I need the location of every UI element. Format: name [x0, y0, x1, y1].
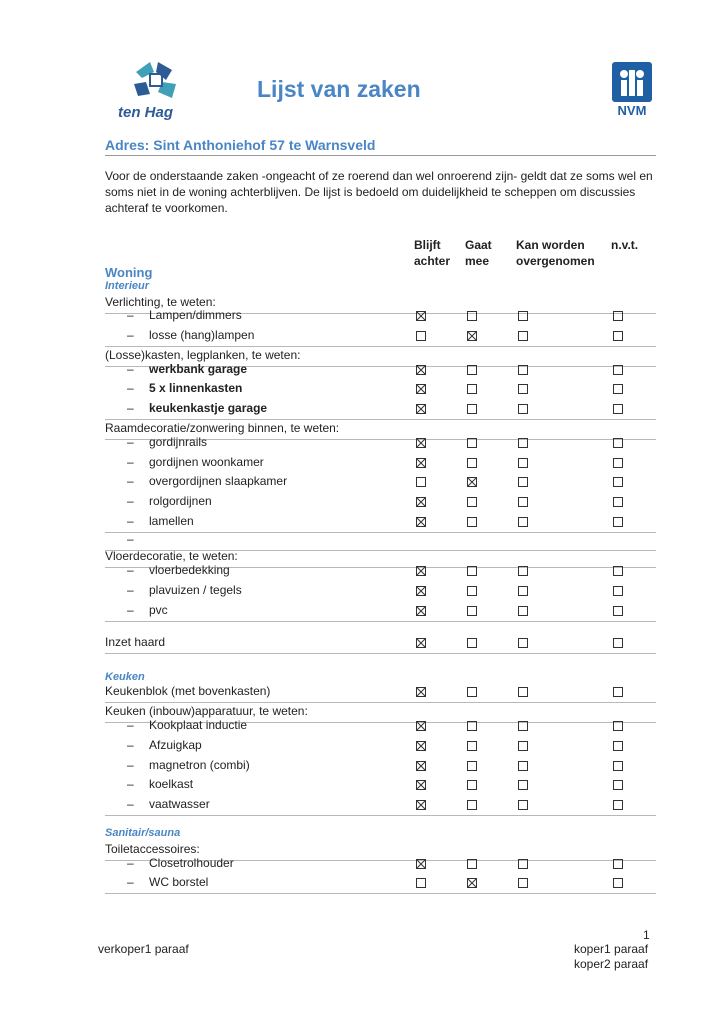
checkbox-row25-col0[interactable] [416, 800, 426, 810]
checkbox-row28-col1[interactable] [467, 878, 477, 888]
item-dash: – [127, 401, 134, 415]
table-row [105, 562, 656, 581]
checkbox-row6-col3[interactable] [613, 404, 623, 414]
column-kan-worden-overgenomen: Kan worden overgenomen [516, 238, 595, 268]
table-row [105, 473, 656, 492]
table-row [105, 454, 656, 473]
group-label: Verlichting, te weten: [105, 295, 216, 309]
checkbox-row23-col3[interactable] [613, 761, 623, 771]
checkbox-row12-col3[interactable] [613, 517, 623, 527]
table-row [105, 796, 656, 816]
checkbox-row11-col0[interactable] [416, 497, 426, 507]
item-label: gordijnrails [149, 435, 208, 449]
checkbox-row17-col2[interactable] [518, 606, 528, 616]
item-label: gordijnen woonkamer [149, 455, 264, 469]
item-dash: – [127, 435, 134, 449]
checkbox-row4-col0[interactable] [416, 365, 426, 375]
checkbox-row12-col1[interactable] [467, 517, 477, 527]
checkbox-row8-col2[interactable] [518, 438, 528, 448]
checkbox-row22-col1[interactable] [467, 741, 477, 751]
checkbox-row11-col3[interactable] [613, 497, 623, 507]
checkbox-row25-col1[interactable] [467, 800, 477, 810]
nvm-logo-text: NVM [617, 103, 647, 118]
checkbox-row27-col1[interactable] [467, 859, 477, 869]
checkbox-row25-col3[interactable] [613, 800, 623, 810]
item-dash: – [127, 856, 134, 870]
checkbox-row4-col1[interactable] [467, 365, 477, 375]
subsection-keuken: Keuken [105, 671, 145, 683]
subsection-sanitair: Sanitair/sauna [105, 827, 181, 839]
column-nvt: n.v.t. [611, 238, 639, 252]
checkbox-row1-col3[interactable] [613, 311, 623, 321]
item-label: 5 x linnenkasten [149, 381, 243, 395]
table-row [105, 874, 656, 894]
checkbox-row1-col2[interactable] [518, 311, 528, 321]
table-row [105, 717, 656, 736]
item-dash: – [127, 474, 134, 488]
item-dash: – [127, 758, 134, 772]
checkbox-row28-col3[interactable] [613, 878, 623, 888]
checkbox-row21-col1[interactable] [467, 721, 477, 731]
item-label: lamellen [149, 514, 194, 528]
checkbox-row22-col2[interactable] [518, 741, 528, 751]
item-dash: – [127, 494, 134, 508]
table-row [105, 737, 656, 756]
checkbox-row8-col1[interactable] [467, 438, 477, 448]
column-blijft-achter: Blijft achter [414, 238, 451, 268]
item-label: overgordijnen slaapkamer [149, 474, 288, 488]
section-woning: Woning [105, 265, 153, 280]
item-dash: – [127, 777, 134, 791]
table-row [105, 513, 656, 533]
buyer1-initials: koper1 paraaf [574, 942, 649, 956]
item-label: werkbank garage [149, 362, 248, 376]
checkbox-row24-col2[interactable] [518, 780, 528, 790]
checkbox-row6-col2[interactable] [518, 404, 528, 414]
address-heading: Adres: Sint Anthoniehof 57 te Warnsveld [105, 137, 376, 153]
checkbox-row12-col0[interactable] [416, 517, 426, 527]
intro-text: Voor de onderstaande zaken -ongeacht of ze roerend dan wel onroerend zijn- geldt dat ze soms wel en soms niet in de woning achterblijven. De lijst is bedoeld om duidelijkheid te scheppen om discussies achteraf te voorkomen. [105, 169, 653, 215]
item-label: magnetron (combi) [149, 758, 250, 772]
checkbox-row10-col2[interactable] [518, 477, 528, 487]
checkbox-row2-col1[interactable] [467, 331, 477, 341]
table-row [105, 493, 656, 512]
checkbox-row18-col2[interactable] [518, 638, 528, 648]
group-label: Keuken (inbouw)apparatuur, te weten: [105, 704, 308, 718]
checkbox-row2-col2[interactable] [518, 331, 528, 341]
item-dash: – [127, 603, 134, 617]
checkbox-row9-col2[interactable] [518, 458, 528, 468]
ten-hag-logo-icon [128, 58, 184, 102]
column-gaat-mee: Gaat mee [465, 238, 492, 268]
table-row [105, 602, 656, 622]
checkbox-row28-col2[interactable] [518, 878, 528, 888]
checkbox-row27-col0[interactable] [416, 859, 426, 869]
table-row [105, 776, 656, 795]
checkbox-row21-col2[interactable] [518, 721, 528, 731]
checkbox-row16-col3[interactable] [613, 586, 623, 596]
ten-hag-logo-text: ten Hag [118, 104, 174, 121]
checkbox-row16-col2[interactable] [518, 586, 528, 596]
checkbox-row23-col0[interactable] [416, 761, 426, 771]
item-dash: – [127, 381, 134, 395]
checkbox-row22-col0[interactable] [416, 741, 426, 751]
item-dash: – [127, 718, 134, 732]
item-dash: – [127, 797, 134, 811]
checkbox-row2-col3[interactable] [613, 331, 623, 341]
checkbox-row21-col0[interactable] [416, 721, 426, 731]
checkbox-row5-col0[interactable] [416, 384, 426, 394]
item-label: vloerbedekking [149, 563, 230, 577]
item-label: plavuizen / tegels [149, 583, 242, 597]
checkbox-row12-col2[interactable] [518, 517, 528, 527]
item-dash: – [127, 875, 134, 889]
item-label: Afzuigkap [149, 738, 202, 752]
item-dash: – [127, 532, 134, 546]
buyer2-initials: koper2 paraaf [574, 957, 649, 971]
item-label: Keukenblok (met bovenkasten) [105, 684, 271, 698]
item-label: Kookplaat inductie [149, 718, 248, 732]
checkbox-row24-col0[interactable] [416, 780, 426, 790]
table-row [105, 400, 656, 420]
checkbox-row5-col3[interactable] [613, 384, 623, 394]
checkbox-row6-col0[interactable] [416, 404, 426, 414]
seller-initials: verkoper1 paraaf [98, 942, 189, 956]
checkbox-row25-col2[interactable] [518, 800, 528, 810]
item-label: Lampen/dimmers [149, 308, 242, 322]
checkbox-row19-col3[interactable] [613, 687, 623, 697]
checkbox-row1-col0[interactable] [416, 311, 426, 321]
checkbox-row18-col3[interactable] [613, 638, 623, 648]
checkbox-row2-col0[interactable] [416, 331, 426, 341]
table-row [105, 582, 656, 601]
checkbox-row8-col0[interactable] [416, 438, 426, 448]
checkbox-row24-col3[interactable] [613, 780, 623, 790]
table-row [105, 361, 656, 380]
item-label: vaatwasser [149, 797, 210, 811]
checkbox-row19-col0[interactable] [416, 687, 426, 697]
checkbox-row15-col2[interactable] [518, 566, 528, 576]
checkbox-row9-col0[interactable] [416, 458, 426, 468]
table-row [105, 683, 656, 703]
checkbox-row9-col3[interactable] [613, 458, 623, 468]
checkbox-row15-col0[interactable] [416, 566, 426, 576]
table-row [105, 380, 656, 399]
checkbox-row23-col2[interactable] [518, 761, 528, 771]
checkbox-row8-col3[interactable] [613, 438, 623, 448]
item-label: rolgordijnen [149, 494, 212, 508]
group-label: Vloerdecoratie, te weten: [105, 549, 238, 563]
item-dash: – [127, 328, 134, 342]
checkbox-row23-col1[interactable] [467, 761, 477, 771]
checkbox-row11-col2[interactable] [518, 497, 528, 507]
checkbox-row10-col3[interactable] [613, 477, 623, 487]
group-label: (Losse)kasten, legplanken, te weten: [105, 348, 301, 362]
item-dash: – [127, 583, 134, 597]
page-title: Lijst van zaken [257, 76, 421, 102]
checkbox-row10-col0[interactable] [416, 477, 426, 487]
checkbox-row16-col0[interactable] [416, 586, 426, 596]
checkbox-row15-col3[interactable] [613, 566, 623, 576]
checkbox-row4-col3[interactable] [613, 365, 623, 375]
checkbox-row27-col3[interactable] [613, 859, 623, 869]
table-row [105, 634, 656, 654]
checkbox-row18-col1[interactable] [467, 638, 477, 648]
checkbox-row22-col3[interactable] [613, 741, 623, 751]
table-row [105, 757, 656, 776]
checkbox-row18-col0[interactable] [416, 638, 426, 648]
item-dash: – [127, 563, 134, 577]
checkbox-row17-col3[interactable] [613, 606, 623, 616]
checkbox-row4-col2[interactable] [518, 365, 528, 375]
checkbox-row10-col1[interactable] [467, 477, 477, 487]
table-row [105, 307, 656, 326]
checkbox-row19-col2[interactable] [518, 687, 528, 697]
checkbox-row27-col2[interactable] [518, 859, 528, 869]
table-row [105, 434, 656, 453]
checkbox-row11-col1[interactable] [467, 497, 477, 507]
address-divider [105, 155, 656, 156]
item-label: WC borstel [149, 875, 209, 889]
checkbox-row24-col1[interactable] [467, 780, 477, 790]
item-label: losse (hang)lampen [149, 328, 255, 342]
item-dash: – [127, 738, 134, 752]
nvm-logo-icon [612, 62, 652, 102]
group-label: Raamdecoratie/zonwering binnen, te weten: [105, 421, 340, 435]
table-row [105, 855, 656, 874]
checkbox-row16-col1[interactable] [467, 586, 477, 596]
checkbox-row17-col1[interactable] [467, 606, 477, 616]
subsection-interieur: Interieur [105, 280, 150, 292]
checkbox-row15-col1[interactable] [467, 566, 477, 576]
checkbox-row5-col1[interactable] [467, 384, 477, 394]
checkbox-row5-col2[interactable] [518, 384, 528, 394]
checkbox-row17-col0[interactable] [416, 606, 426, 616]
nvm-logo [612, 62, 652, 119]
item-dash: – [127, 514, 134, 528]
checkbox-row28-col0[interactable] [416, 878, 426, 888]
checkbox-row9-col1[interactable] [467, 458, 477, 468]
page-number: 1 [643, 928, 650, 942]
group-label: Toiletaccessoires: [105, 842, 200, 856]
item-dash: – [127, 455, 134, 469]
item-dash: – [127, 308, 134, 322]
item-label: keukenkastje garage [149, 401, 268, 415]
item-label: Inzet haard [105, 635, 166, 649]
checkbox-row1-col1[interactable] [467, 311, 477, 321]
checkbox-row6-col1[interactable] [467, 404, 477, 414]
item-label: koelkast [149, 777, 194, 791]
item-label: pvc [149, 603, 168, 617]
item-label: Closetrolhouder [149, 856, 234, 870]
item-dash: – [127, 362, 134, 376]
checkbox-row19-col1[interactable] [467, 687, 477, 697]
checkbox-row21-col3[interactable] [613, 721, 623, 731]
table-row [105, 327, 656, 347]
ten-hag-logo [118, 58, 190, 124]
